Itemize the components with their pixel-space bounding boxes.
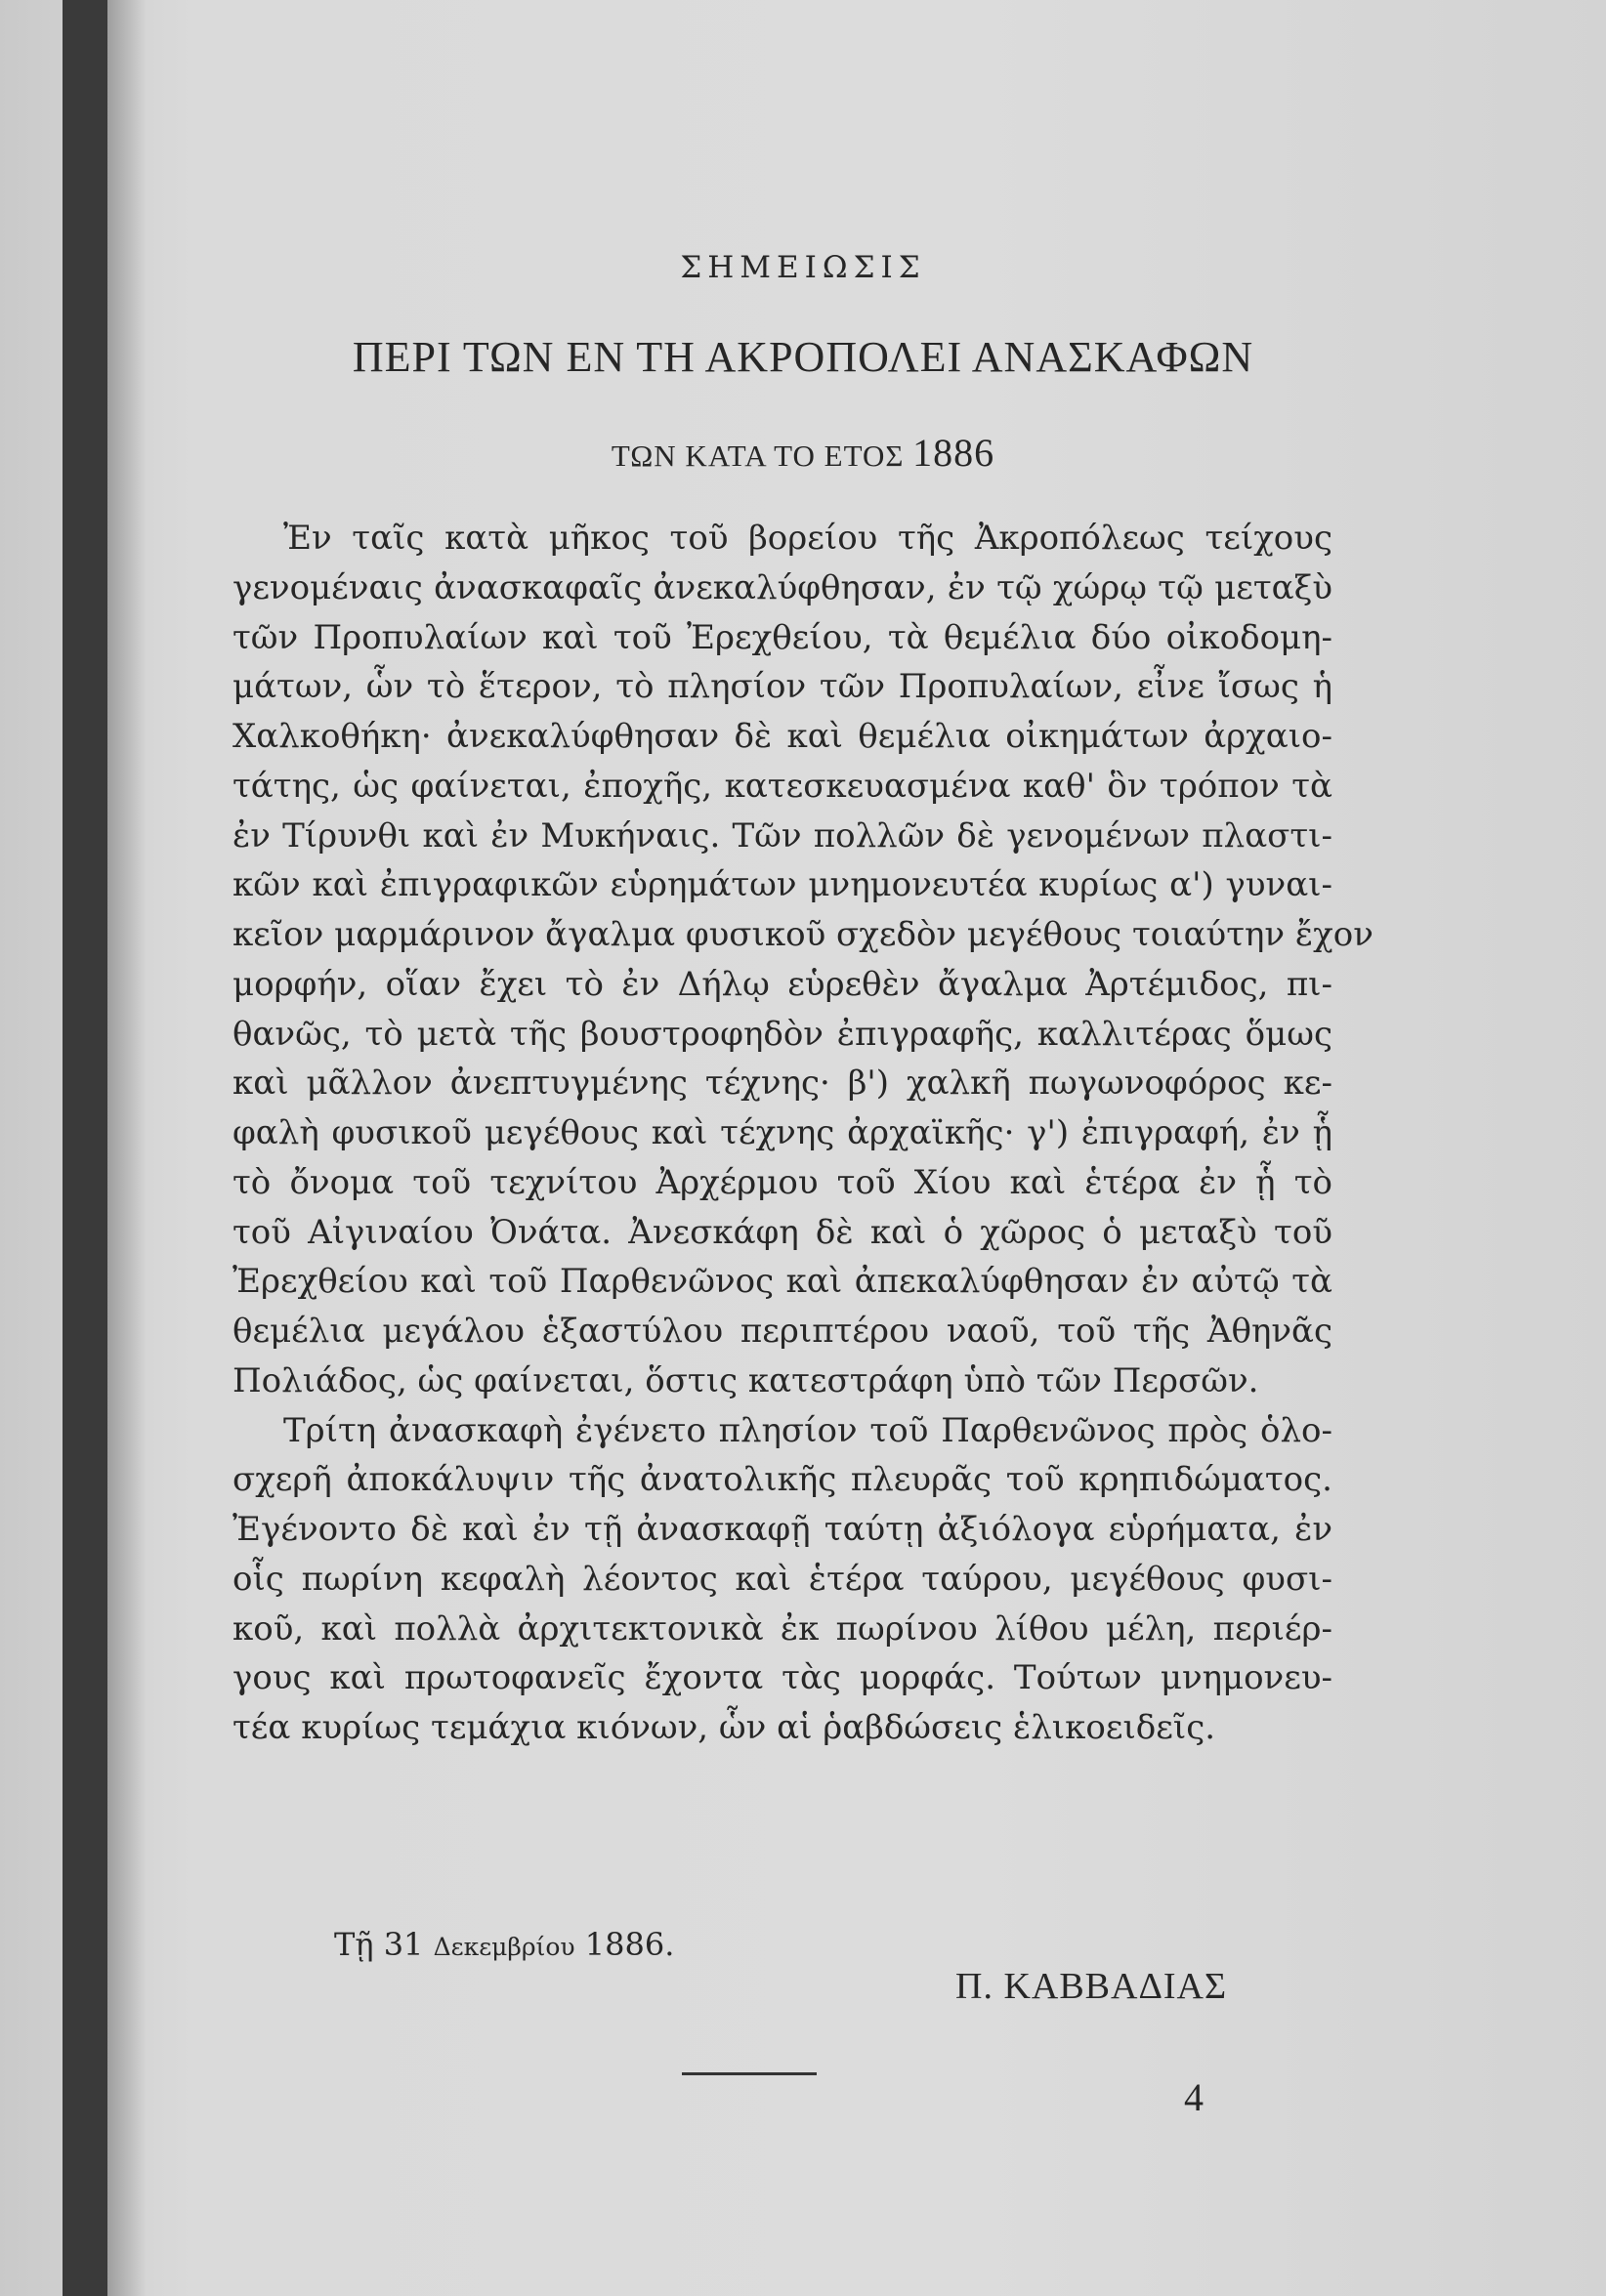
text-line: γους καὶ πρωτοφανεῖς ἔχοντα τὰς μορφάς. Τούτων μνημονευ- bbox=[232, 1658, 1332, 1698]
text-line: τὸ ὄνομα τοῦ τεχνίτου Ἀρχέρμου τοῦ Χίου καὶ ἑτέρα ἐν ᾗ τὸ bbox=[232, 1162, 1332, 1202]
text-line: κῶν καὶ ἐπιγραφικῶν εὑρημάτων μνημονευτέα κυρίως α') γυναι- bbox=[232, 865, 1332, 905]
page-subtitle bbox=[0, 430, 1606, 476]
body-text bbox=[232, 514, 1374, 1753]
text-line: Ἐγένοντο δὲ καὶ ἐν τῇ ἀνασκαφῇ ταύτῃ ἀξιόλογα εὑρήματα, ἐν bbox=[232, 1510, 1332, 1549]
text-line: καὶ μᾶλλον ἀνεπτυγμένης τέχνης· β') χαλκῆ πωγωνοφόρος κε- bbox=[232, 1064, 1332, 1104]
text-line: τοῦ Αἰγιναίου Ὀνάτα. Ἀνεσκάφη δὲ καὶ ὁ χῶρος ὁ μεταξὺ τοῦ bbox=[232, 1212, 1332, 1252]
note-heading: ΣΗΜΕΙΩΣΙΣ bbox=[680, 250, 926, 285]
author-signature: Π. ΚΑΒΒΑΔΙΑΣ bbox=[955, 1966, 1228, 2007]
text-line: Ἐρεχθείου καὶ τοῦ Παρθενῶνος καὶ ἀπεκαλύφθησαν ἐν αὐτῷ τὰ bbox=[232, 1262, 1332, 1302]
page-title: ΠΕΡΙ ΤΩΝ ΕΝ ΤΗ ΑΚΡΟΠΟΛΕΙ ΑΝΑΣΚΑΦΩΝ bbox=[352, 333, 1254, 381]
text-line: θεμέλια μεγάλου ἑξαστύλου περιπτέρου ναοῦ, τοῦ τῆς Ἀθηνᾶς bbox=[232, 1312, 1332, 1351]
text-line: Χαλκοθήκη· ἀνεκαλύφθησαν δὲ καὶ θεμέλια οἰκημάτων ἀρχαιο- bbox=[232, 717, 1332, 756]
text-line: θανῶς, τὸ μετὰ τῆς βουστροφηδὸν ἐπιγραφῆς, καλλιτέρας ὅμως bbox=[232, 1014, 1332, 1054]
text-line: οἷς πωρίνη κεφαλὴ λέοντος καὶ ἑτέρα ταύρου, μεγέθους φυσι- bbox=[232, 1559, 1332, 1599]
subtitle-text: ΤΩΝ ΚΑΤΑ ΤΟ ΕΤΟΣ bbox=[611, 438, 905, 473]
text-line: τῶν Προπυλαίων καὶ τοῦ Ἐρεχθείου, τὰ θεμέλια δύο οἰκοδομη- bbox=[232, 617, 1332, 657]
text-line: Ἐν ταῖς κατὰ μῆκος τοῦ βορείου τῆς Ἀκροπόλεως τείχους bbox=[283, 519, 1332, 558]
text-line: κοῦ, καὶ πολλὰ ἀρχιτεκτονικὰ ἐκ πωρίνου λίθου μέλη, περιέρ- bbox=[232, 1608, 1332, 1649]
subtitle-year: 1886 bbox=[912, 431, 995, 475]
date-line bbox=[334, 1926, 674, 1963]
text-line: φαλὴ φυσικοῦ μεγέθους καὶ τέχνης ἀρχαϊκῆς· γ') ἐπιγραφή, ἐν ᾗ bbox=[232, 1113, 1332, 1152]
date-month: Δεκεμβρίου bbox=[433, 1933, 575, 1961]
text-line: τέα κυρίως τεμάχια κιόνων, ὧν αἱ ῥαβδώσεις ἑλικοειδεῖς. bbox=[232, 1708, 1216, 1747]
text-line: μορφήν, οἵαν ἔχει τὸ ἐν Δήλῳ εὑρεθὲν ἄγαλμα Ἀρτέμιδος, πι- bbox=[232, 964, 1332, 1004]
date-year: 1886. bbox=[584, 1926, 675, 1963]
page-number: 4 bbox=[1184, 2075, 1204, 2119]
text-line: Πολιάδος, ὡς φαίνεται, ὅστις κατεστράφη ὑπὸ τῶν Περσῶν. bbox=[232, 1360, 1259, 1400]
text-line: γενομέναις ἀνασκαφαῖς ἀνεκαλύφθησαν, ἐν τῷ χώρῳ τῷ μεταξὺ bbox=[232, 567, 1332, 607]
date-prefix: Τῇ 31 bbox=[334, 1926, 424, 1963]
text-line: σχερῆ ἀποκάλυψιν τῆς ἀνατολικῆς πλευρᾶς τοῦ κρηπιδώματος. bbox=[232, 1460, 1332, 1500]
footer-rule bbox=[682, 2072, 817, 2075]
text-line: τάτης, ὡς φαίνεται, ἐποχῆς, κατεσκευασμένα καθ' ὃν τρόπον τὰ bbox=[232, 766, 1332, 806]
text-line: μάτων, ὧν τὸ ἕτερον, τὸ πλησίον τῶν Προπυλαίων, εἶνε ἴσως ἡ bbox=[232, 667, 1332, 707]
text-line: κεῖον μαρμάρινον ἄγαλμα φυσικοῦ σχεδὸν μεγέθους τοιαύτην ἔχον bbox=[232, 915, 1374, 954]
text-line: ἐν Τίρυνθι καὶ ἐν Μυκήναις. Τῶν πολλῶν δὲ γενομένων πλαστι- bbox=[232, 815, 1332, 856]
text-line: Τρίτη ἀνασκαφὴ ἐγένετο πλησίον τοῦ Παρθενῶνος πρὸς ὁλο- bbox=[283, 1410, 1332, 1450]
